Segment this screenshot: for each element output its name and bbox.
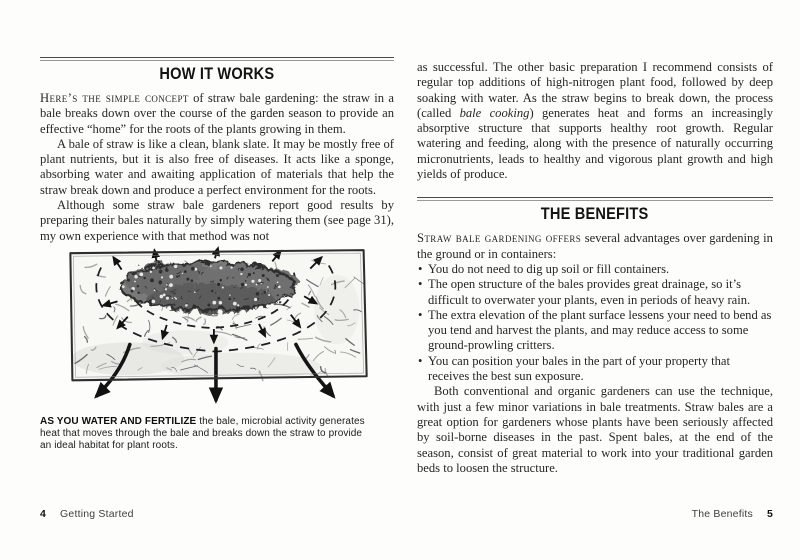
paragraph-continued-text-1: as successful. The other basic preparation I recommend consists of regular top additions of high-nitrogen plant food, followed by deep soaking with water. As the straw begins to break down, the process (called	[417, 60, 773, 120]
lead-in-small-caps: Here’s the simple concept	[40, 91, 189, 105]
benefits-list	[417, 262, 773, 384]
benefit-item: • You do not need to dig up soil or fill containers.	[417, 262, 773, 277]
benefits-lead-text: several advantages over gardening in the ground or in containers:	[417, 231, 773, 261]
page-number: 5	[766, 508, 773, 520]
benefit-item: • The open structure of the bales provides great drainage, so it’s difficult to overwater your plants, even in periods of heavy rain.	[417, 277, 773, 308]
bale-figure	[64, 246, 394, 413]
paragraph-1-text: of straw bale gardening: the straw in a bale breaks down over the course of the garden season to provide an effective “home” for the roots of the plants growing in them.	[40, 91, 394, 136]
section-heading-the-benefits	[417, 204, 773, 224]
left-page-footer	[40, 508, 394, 520]
paragraph-continued	[417, 60, 773, 182]
caption-text: the bale, microbial activity generates heat that moves through the bale and breaks down the straw to provide an ideal habitat for plant roots.	[40, 415, 365, 451]
straw-bale-illustration	[64, 246, 372, 408]
lead-in-small-caps: Straw bale gardening offers	[417, 231, 582, 246]
benefits-lead-paragraph	[417, 231, 773, 262]
paragraph-1	[40, 91, 394, 137]
benefit-item: • You can position your bales in the part of your property that receives the best sun exposure.	[417, 354, 773, 385]
section-heading-how-it-works	[40, 64, 394, 84]
section-heading-text: THE BENEFITS	[541, 204, 649, 224]
paragraph-2: A bale of straw is like a clean, blank slate. It may be mostly free of plant nutrients, but it is also free of diseases. It acts like a sponge, absorbing water and awaiting application of materials that help the straw break down and produce a perfect environment for the roots.	[40, 136, 394, 197]
closing-paragraph: Both conventional and organic gardeners can use the technique, with just a few minor variations in bale treatments. Straw bales are a great option for gardeners whose plants have been seriously affected by soil-borne diseases in the past. Spent bales, at the end of the season, consist of great material to work into your traditional garden beds to loosen the structure.	[417, 384, 773, 475]
left-page	[40, 0, 394, 560]
paragraph-continued-text-2: ) generates heat and forms an increasingly absorptive structure that supports healthy root growth. Regular watering and feeding, along with the presence of naturally occurring micronutrients, leads to healthy and vigorous plant growth and high yields of produce.	[417, 105, 774, 182]
section-heading-text: HOW IT WORKS	[159, 64, 275, 83]
italic-term-bale-cooking: bale cooking	[459, 105, 530, 120]
running-section-title: The Benefits	[691, 508, 753, 520]
section-rule	[40, 57, 394, 61]
page-number: 4	[40, 508, 47, 520]
running-section-title: Getting Started	[60, 508, 134, 520]
section-rule	[417, 197, 773, 201]
figure-caption	[40, 416, 376, 452]
right-page-footer	[417, 508, 773, 520]
right-page	[417, 0, 773, 560]
paragraph-3: Although some straw bale gardeners report good results by preparing their bales naturally by simply watering them (see page 31), my own experience with that method was not	[40, 198, 394, 243]
caption-lead-bold: AS YOU WATER AND FERTILIZE	[40, 415, 197, 427]
benefit-item: • The extra elevation of the plant surface lessens your need to bend as you tend and harvest the plants, and may reduce access to some ground-prowling critters.	[417, 308, 773, 354]
